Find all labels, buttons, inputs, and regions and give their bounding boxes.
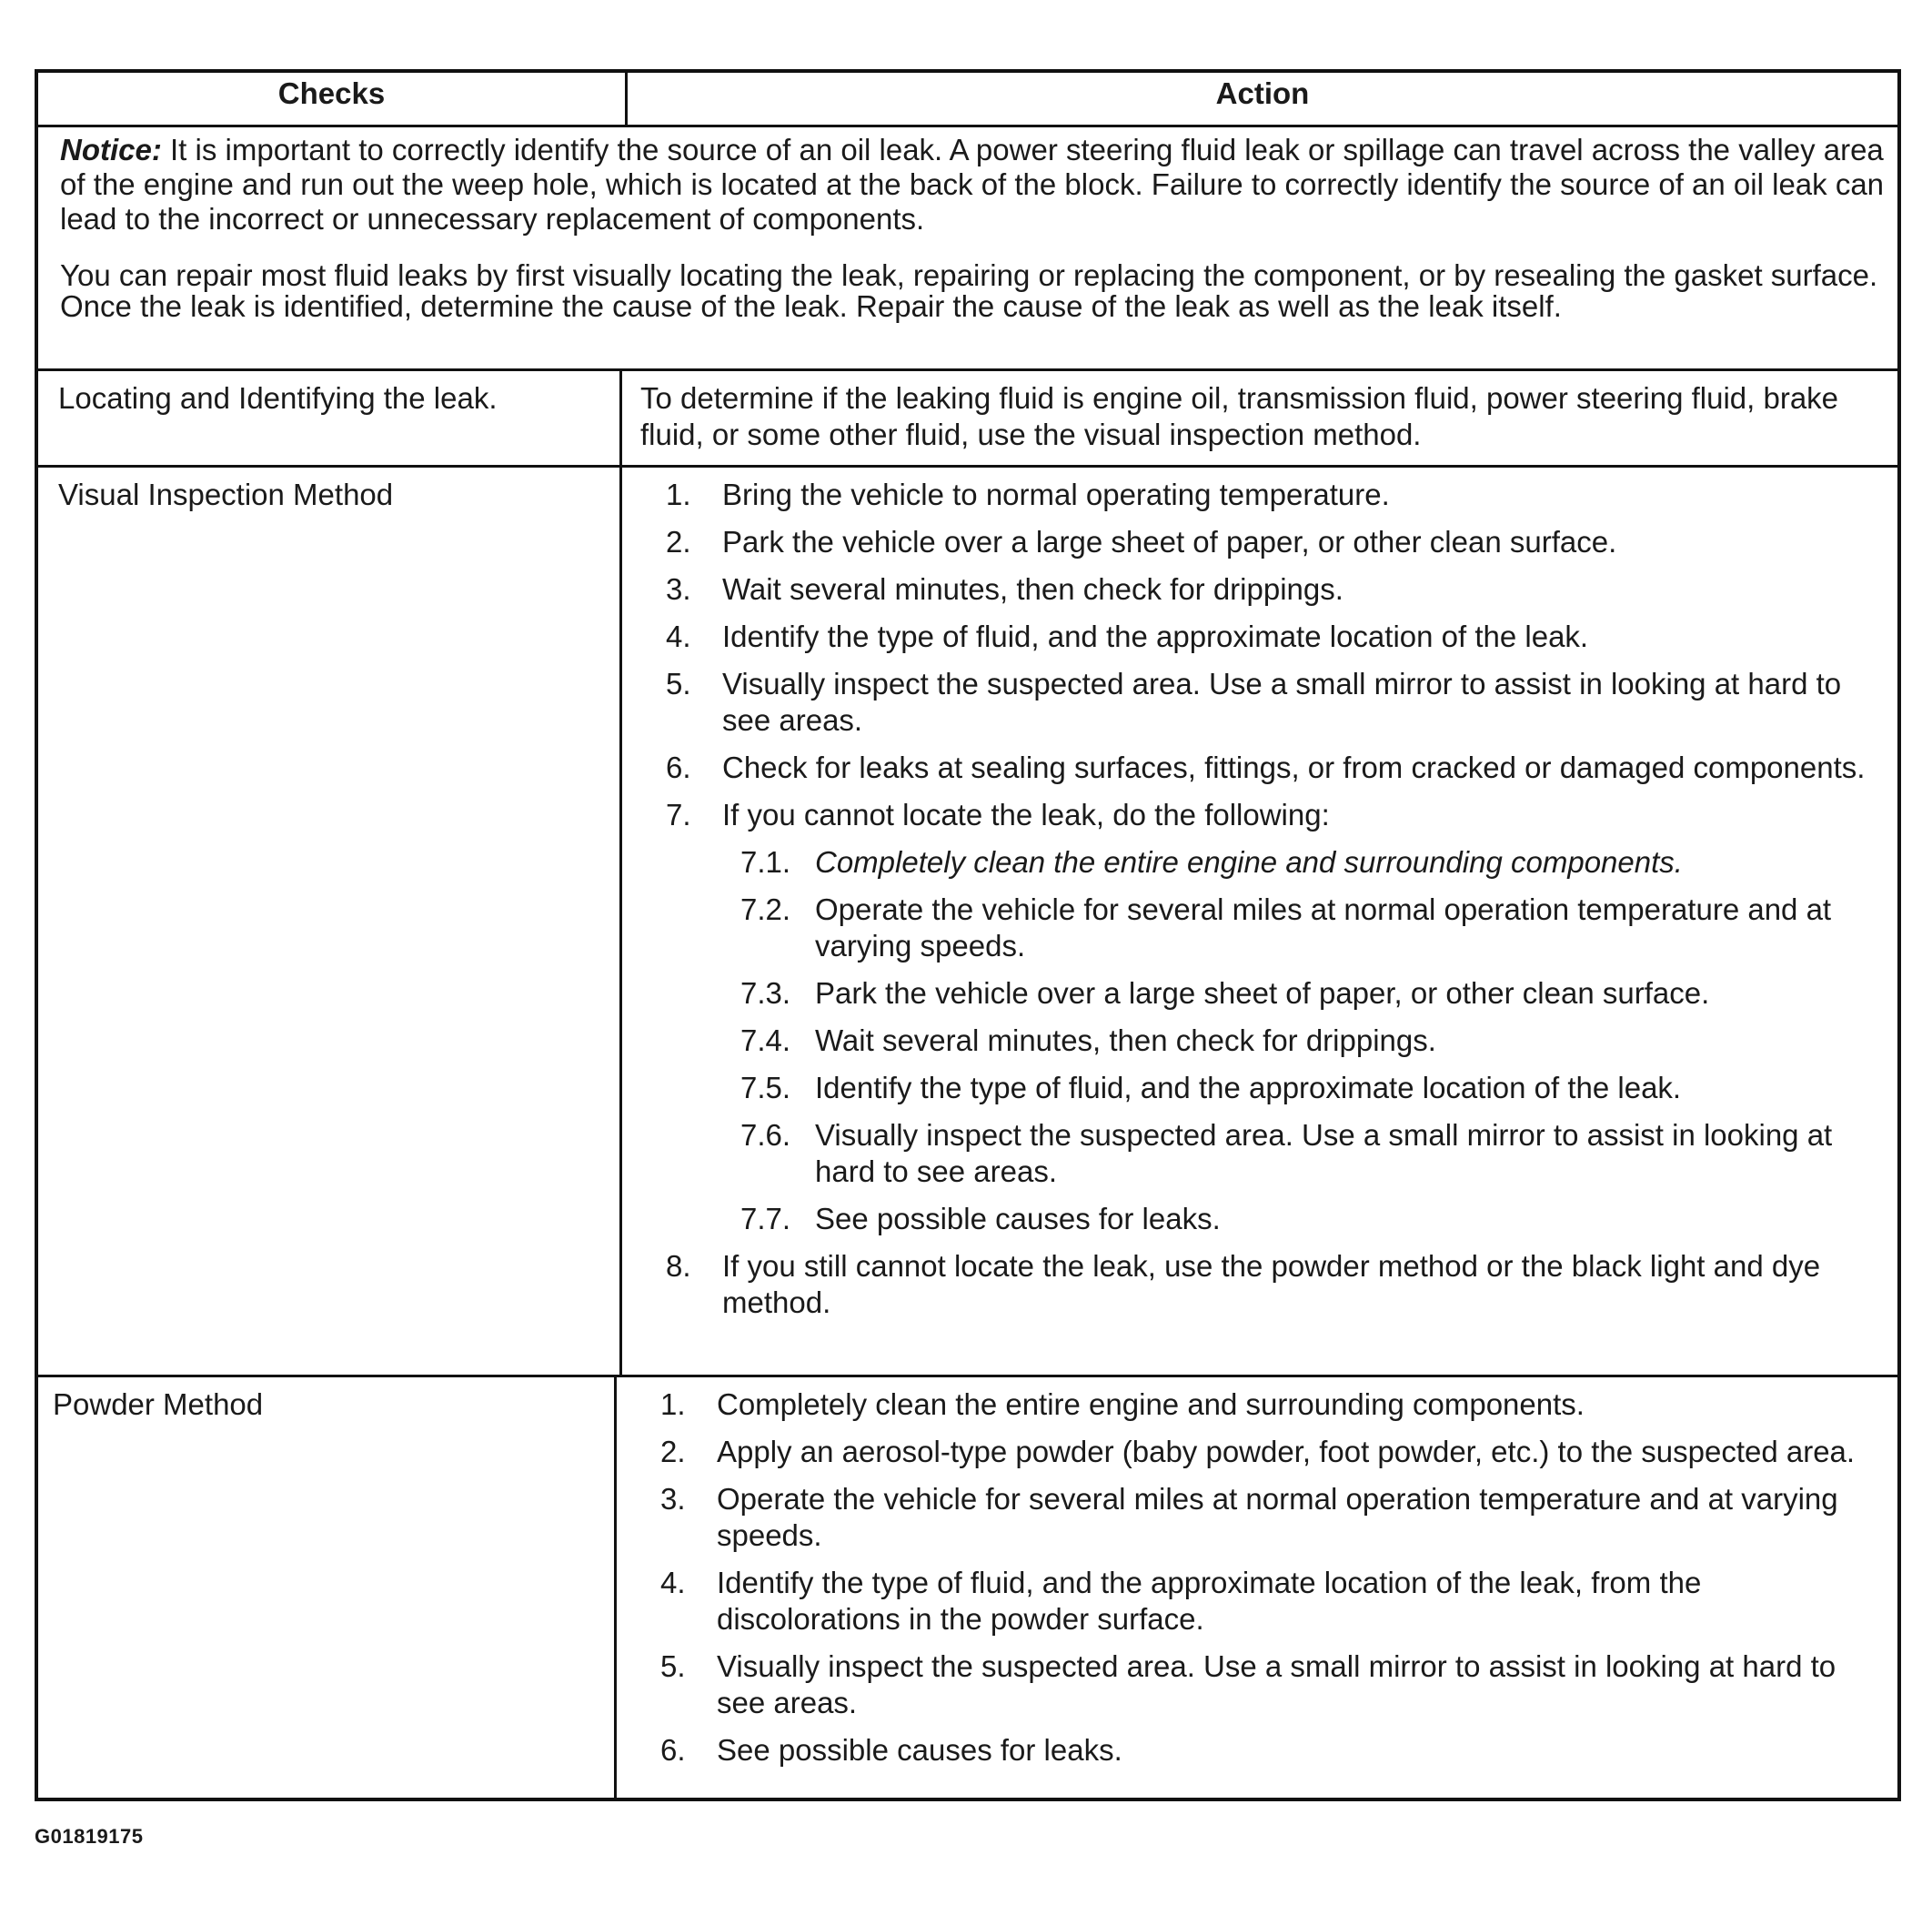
check-cell: [38, 371, 622, 465]
notice-label: Notice:: [60, 133, 162, 166]
action-cell: [617, 1377, 1897, 1799]
sub-list-item: [622, 975, 1883, 1012]
table-row: [38, 371, 1897, 468]
step-number: 5.: [660, 1649, 686, 1683]
substep-number: 7.3.: [740, 976, 791, 1010]
substep-text: Operate the vehicle for several miles at normal operation temperature and at varying speeds.: [815, 892, 1832, 963]
substep-number: 7.6.: [740, 1118, 791, 1152]
sub-list-item: [622, 1070, 1883, 1106]
step-number: 4.: [660, 1566, 686, 1599]
sub-list-item: [622, 844, 1883, 881]
step-text: Operate the vehicle for several miles at normal operation temperature and at varying speeds.: [717, 1482, 1838, 1552]
step-number: 6.: [666, 751, 691, 784]
step-text: Visually inspect the suspected area. Use a small mirror to assist in looking at hard to see areas.: [717, 1649, 1836, 1719]
step-number: 5.: [666, 667, 691, 701]
notice-paragraph: [60, 133, 1885, 237]
header-checks-cell: [38, 73, 628, 125]
check-locating: Locating and Identifying the leak.: [58, 381, 498, 415]
notice-text: It is important to correctly identify the source of an oil leak. A power steering fluid leak or spillage can travel across the valley area of the engine and run out the weep hole, which is located at the back of the block. Failure to correctly identify the source of an oil leak can lead to the incorrect or unnecessary replacement of components.: [60, 133, 1885, 236]
header-checks: Checks: [277, 76, 386, 110]
sub-list-item: [622, 1201, 1883, 1237]
step-number: 1.: [660, 1387, 686, 1421]
substep-text: Identify the type of fluid, and the approximate location of the leak.: [815, 1071, 1682, 1104]
step-text: Identify the type of fluid, and the approximate location of the leak.: [722, 620, 1589, 653]
step-text: Completely clean the entire engine and surrounding components.: [717, 1387, 1585, 1421]
sub-list-item: [622, 1117, 1883, 1190]
action-cell: [622, 371, 1897, 465]
list-item: [622, 619, 1883, 655]
list-item: [617, 1565, 1883, 1638]
check-cell: [38, 1377, 617, 1799]
substep-number: 7.7.: [740, 1202, 791, 1235]
substep-text: Wait several minutes, then check for drippings.: [815, 1023, 1436, 1057]
sub-list-item: [622, 1023, 1883, 1059]
step-text: Park the vehicle over a large sheet of paper, or other clean surface.: [722, 525, 1617, 559]
list-item: [617, 1481, 1883, 1554]
powder-steps-list: [617, 1386, 1883, 1779]
check-visual: Visual Inspection Method: [58, 478, 394, 511]
step-number: 3.: [660, 1482, 686, 1516]
step-text: Bring the vehicle to normal operating temperature.: [722, 478, 1390, 511]
step-text: See possible causes for leaks.: [717, 1733, 1122, 1767]
step-number: 2.: [660, 1435, 686, 1468]
header-action-cell: [628, 73, 1897, 125]
step-number: 8.: [666, 1249, 691, 1283]
step-number: 6.: [660, 1733, 686, 1767]
step-number: 4.: [666, 620, 691, 653]
visual-steps-list: [622, 477, 1883, 1332]
substep-number: 7.1.: [740, 845, 791, 879]
list-item: [617, 1434, 1883, 1470]
list-item: [622, 797, 1883, 833]
action-locating: To determine if the leaking fluid is engine oil, transmission fluid, power steering fluid, brake fluid, or some other fluid, use the visual inspection method.: [640, 381, 1839, 451]
substep-text: Visually inspect the suspected area. Use a small mirror to assist in looking at hard to see areas.: [815, 1118, 1833, 1188]
step-text: Identify the type of fluid, and the approximate location of the leak, from the discolorations in the powder surface.: [717, 1566, 1702, 1636]
substep-number: 7.2.: [740, 892, 791, 926]
list-item: [617, 1386, 1883, 1423]
step-text: If you still cannot locate the leak, use the powder method or the black light and dye method.: [722, 1249, 1821, 1319]
figure-id: G01819175: [35, 1825, 144, 1848]
list-item: [622, 524, 1883, 560]
table-header-row: [38, 73, 1897, 127]
list-item: [622, 477, 1883, 513]
notice-paragraph-2: You can repair most fluid leaks by first visually locating the leak, repairing or replacing the component, or by resealing the gasket surface. Once the leak is identified, determine the cause of the leak. Repair the cause of the leak as well as the leak itself.: [60, 258, 1878, 323]
list-item: [622, 1248, 1883, 1321]
check-powder: Powder Method: [53, 1387, 264, 1421]
leak-diagnosis-table: [35, 69, 1901, 1801]
sub-list-item: [622, 892, 1883, 964]
step-number: 1.: [666, 478, 691, 511]
table-row: [38, 1377, 1897, 1799]
step-number: 2.: [666, 525, 691, 559]
list-item: [617, 1648, 1883, 1721]
substep-number: 7.4.: [740, 1023, 791, 1057]
step-text: Apply an aerosol-type powder (baby powder, foot powder, etc.) to the suspected area.: [717, 1435, 1856, 1468]
table-row: [38, 468, 1897, 1377]
substep-text: Park the vehicle over a large sheet of paper, or other clean surface.: [815, 976, 1710, 1010]
list-item: [622, 750, 1883, 786]
step-text: Wait several minutes, then check for drippings.: [722, 572, 1343, 606]
step-number: 7.: [666, 798, 691, 832]
step-text: Check for leaks at sealing surfaces, fittings, or from cracked or damaged components.: [722, 751, 1866, 784]
step-text: If you cannot locate the leak, do the following:: [722, 798, 1330, 832]
list-item: [622, 666, 1883, 739]
notice-row: [38, 127, 1897, 371]
substep-text: Completely clean the entire engine and surrounding components.: [815, 845, 1683, 879]
step-number: 3.: [666, 572, 691, 606]
list-item: [617, 1732, 1883, 1769]
substep-number: 7.5.: [740, 1071, 791, 1104]
substep-text: See possible causes for leaks.: [815, 1202, 1221, 1235]
step-text: Visually inspect the suspected area. Use a small mirror to assist in looking at hard to see areas.: [722, 667, 1842, 737]
action-cell: [622, 468, 1897, 1375]
check-cell: [38, 468, 622, 1375]
header-action: Action: [1215, 76, 1310, 110]
list-item: [622, 571, 1883, 608]
